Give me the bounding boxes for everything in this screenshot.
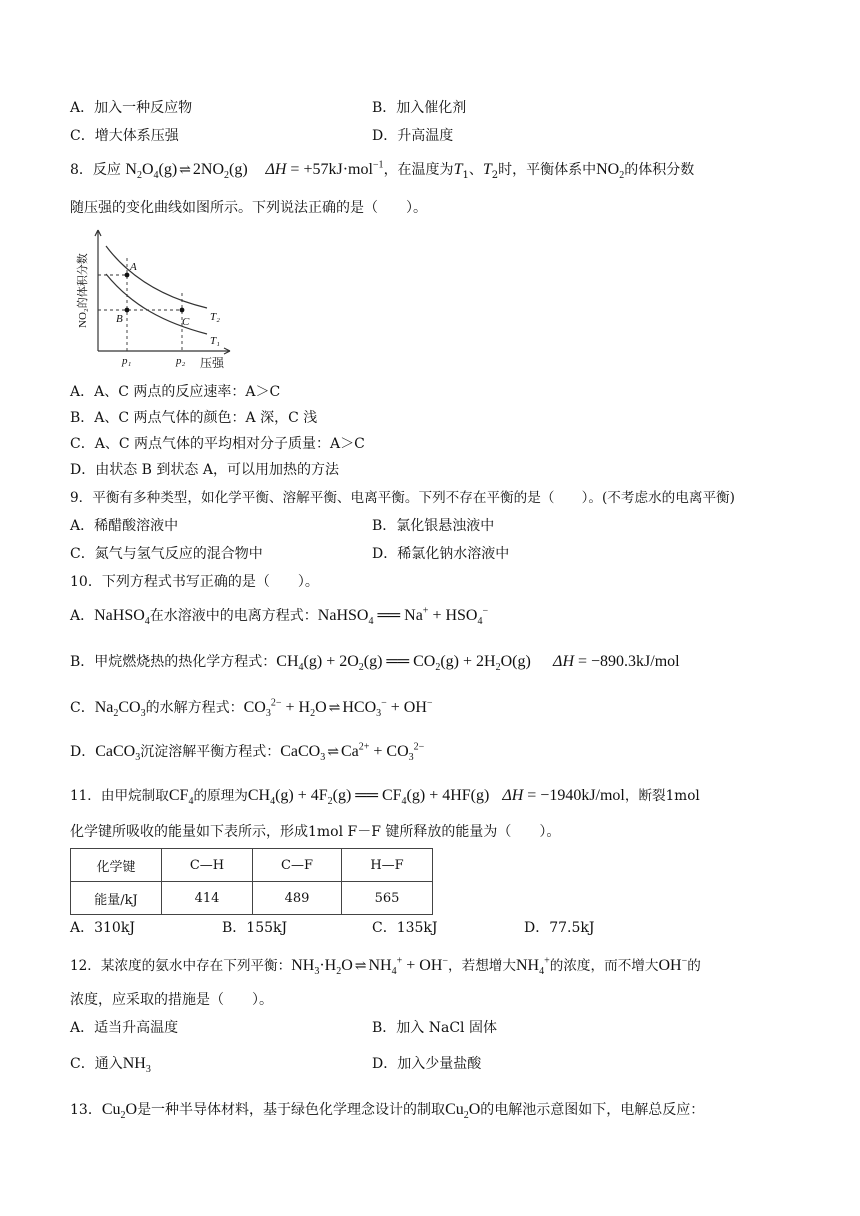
table-cell: 489 <box>253 882 342 915</box>
table-header-cell: H—F <box>342 849 433 882</box>
q8-option-c: C．A、C 两点气体的平均相对分子质量：A＞C <box>70 436 365 452</box>
q9-option-c: C．氮气与氢气反应的混合物中 <box>70 546 263 562</box>
q10-stem: 10．下列方程式书写正确的是（ ）。 <box>70 574 319 590</box>
q7-option-a: A．加入一种反应物 <box>70 100 193 116</box>
q8-option-b: B．A、C 两点气体的颜色：A 深，C 浅 <box>70 410 318 426</box>
q11-option-d: D．77.5kJ <box>524 920 595 936</box>
point-a <box>125 273 130 278</box>
q12-stem-line1: 12．某浓度的氨水中存在下列平衡：$NH_3\cdot H_2O$ ⇌ $NH_4^+ + OH^-$，若想增大$NH_4^+$的浓度，而不增大OH−的 <box>70 955 701 978</box>
q10-option-b: B．甲烷燃烧热的热化学方程式：$CH_4(g) + 2O_2(g)$ ══ $CO_2(g) + 2H_2O(g)$ ΔH = −890.3kJ/mol <box>70 653 680 674</box>
q8-stem-line2: 随压强的变化曲线如图所示。下列说法正确的是（ ）。 <box>70 200 427 216</box>
q9-option-a: A．稀醋酸溶液中 <box>70 518 179 534</box>
y-axis-label: NO₂的体积分数 <box>77 253 89 328</box>
label-a: A <box>130 261 137 273</box>
q8-figure <box>70 228 235 373</box>
table-header-cell: C—H <box>162 849 253 882</box>
q11-stem-line1: 11．由甲烷制取$CF_4$的原理为$CH_4(g) + 4F_2(g)$ ══ $CF_4(g) + 4HF(g)$ ΔH = −1940kJ/mol，断裂1mol <box>70 787 700 808</box>
q11-option-b: B．155kJ <box>222 920 288 936</box>
table-row <box>71 882 433 915</box>
q10-option-c: C．$Na_2CO_3$的水解方程式：$CO_3^{2-} + H_2O$ ⇌ $HCO_3^- + OH^-$ <box>70 697 433 720</box>
table-cell: 414 <box>162 882 253 915</box>
q10-option-a: A．NaHSO$_4$在水溶液中的电离方程式：NaHSO$_4$ ══ $Na^+ + HSO_4^-$ <box>70 605 489 628</box>
q7-option-d: D．升高温度 <box>372 128 454 144</box>
label-t2: T₂ <box>210 311 220 323</box>
q11-stem-line2: 化学键所吸收的能量如下表所示，形成1mol F－F 键所释放的能量为（ ）。 <box>70 824 561 840</box>
q12-option-c: C．通入$NH_3$ <box>70 1055 151 1076</box>
q13-stem: 13．$Cu_2O$是一种半导体材料，基于绿色化学理念设计的制取$Cu_2O$的电解池示意图如下，电解总反应： <box>70 1101 705 1122</box>
bond-energy-table <box>70 848 433 915</box>
q12-stem-line2: 浓度，应采取的措施是（ ）。 <box>70 992 273 1008</box>
label-t1: T₁ <box>210 335 220 347</box>
label-b: B <box>116 313 123 325</box>
q12-option-d: D．加入少量盐酸 <box>372 1056 482 1072</box>
q10-option-d: D．CaCO$_3$沉淀溶解平衡方程式：CaCO$_3$ ⇌ $Ca^{2+} + CO_3^{2-}$ <box>70 741 425 764</box>
q9-option-d: D．稀氯化钠水溶液中 <box>372 546 510 562</box>
q11-option-c: C．135kJ <box>372 920 438 936</box>
q12-option-a: A．适当升高温度 <box>70 1020 179 1036</box>
q8-option-a: A．A、C 两点的反应速率：A＞C <box>70 384 281 400</box>
q9-stem: 9．平衡有多种类型，如化学平衡、溶解平衡、电离平衡。下列不存在平衡的是（ ）。(不考虑水的电离平衡) <box>70 490 735 506</box>
x-axis-label: 压强 <box>200 356 225 370</box>
q7-option-c: C．增大体系压强 <box>70 128 179 144</box>
table-header-cell: C—F <box>253 849 342 882</box>
q9-option-b: B．氯化银悬浊液中 <box>372 518 495 534</box>
point-c <box>180 308 185 313</box>
q7-option-b: B．加入催化剂 <box>372 100 467 116</box>
q12-option-b: B．加入 NaCl 固体 <box>372 1020 497 1036</box>
q8-stem-line1: 8．反应 $N_2O_4(g)$ ⇌ $2NO_2(g)$ ΔH = +57kJ·mol$^{-1}$，在温度为$T_1$、$T_2$时，平衡体系中$NO_2$的体积分数 <box>70 159 695 182</box>
q11-option-a: A．310kJ <box>70 920 135 936</box>
table-header-cell: 化学键 <box>71 849 162 882</box>
table-header-row <box>71 849 433 882</box>
tick-p2: p₂ <box>176 355 186 367</box>
table-cell: 能量/kJ <box>71 882 162 915</box>
curve-t2 <box>106 246 207 308</box>
label-c: C <box>182 316 190 328</box>
q8-option-d: D．由状态 B 到状态 A，可以用加热的方法 <box>70 462 339 478</box>
point-b <box>125 308 130 313</box>
tick-p1: p₁ <box>122 355 132 367</box>
table-cell: 565 <box>342 882 433 915</box>
